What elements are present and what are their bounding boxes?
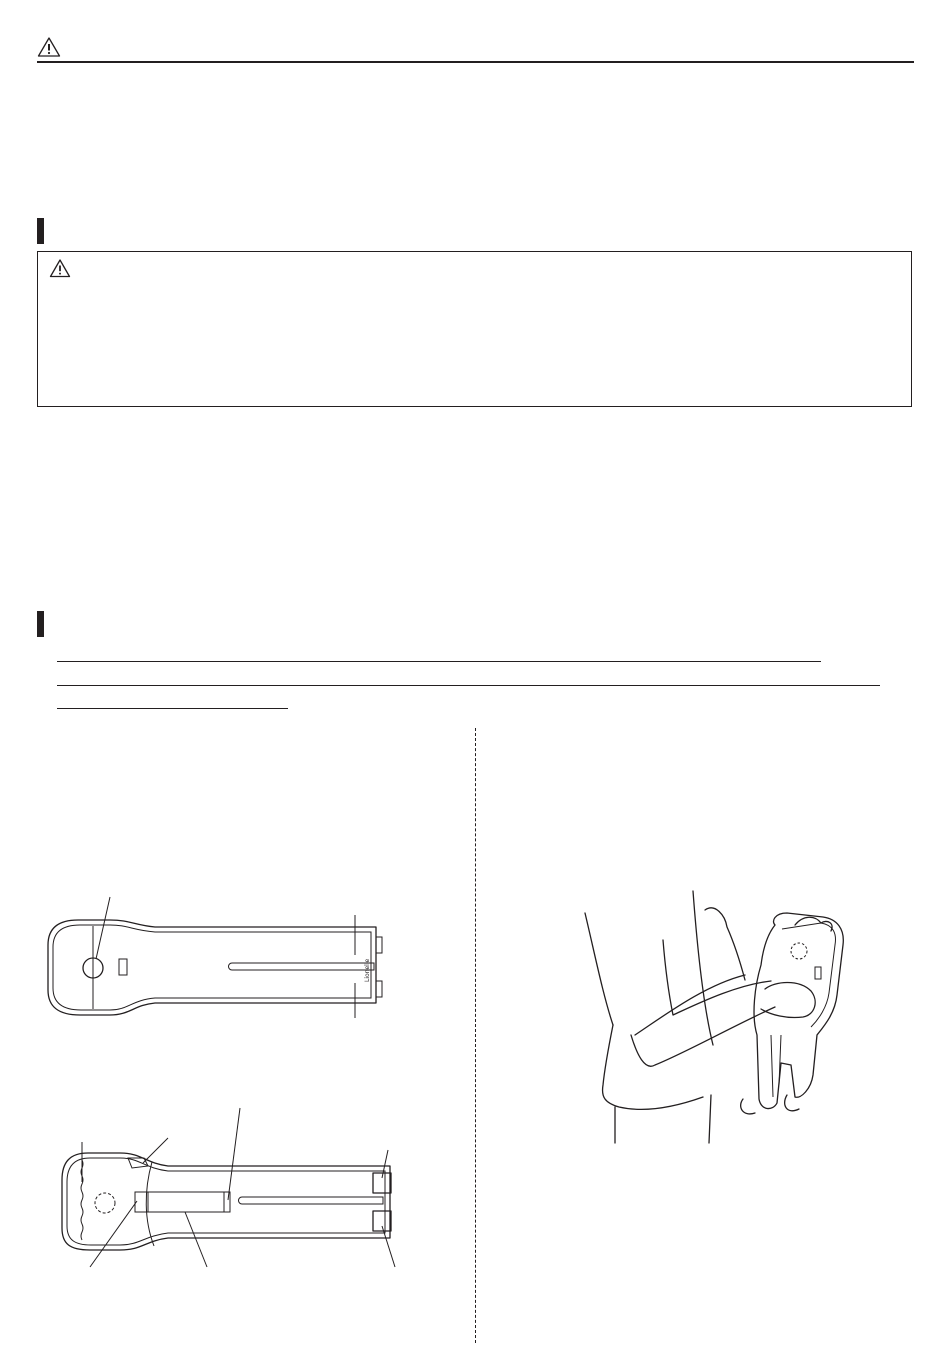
column-divider <box>475 728 476 1343</box>
header-rule <box>37 61 914 63</box>
warning-triangle-icon <box>49 258 71 278</box>
warning-triangle-icon <box>37 36 61 58</box>
strap-front-illustration <box>40 895 400 1025</box>
section-marker <box>37 218 44 244</box>
top-caution-header <box>37 36 914 64</box>
caution-notice-box <box>37 251 912 407</box>
wearing-strap-illustration <box>575 885 855 1145</box>
underline-rule <box>57 708 288 709</box>
strap-imprint: Lionelle <box>364 958 371 982</box>
section-marker <box>37 611 44 637</box>
underline-rule <box>57 685 880 686</box>
strap-back-illustration <box>40 1100 420 1270</box>
underline-rule <box>57 661 821 662</box>
